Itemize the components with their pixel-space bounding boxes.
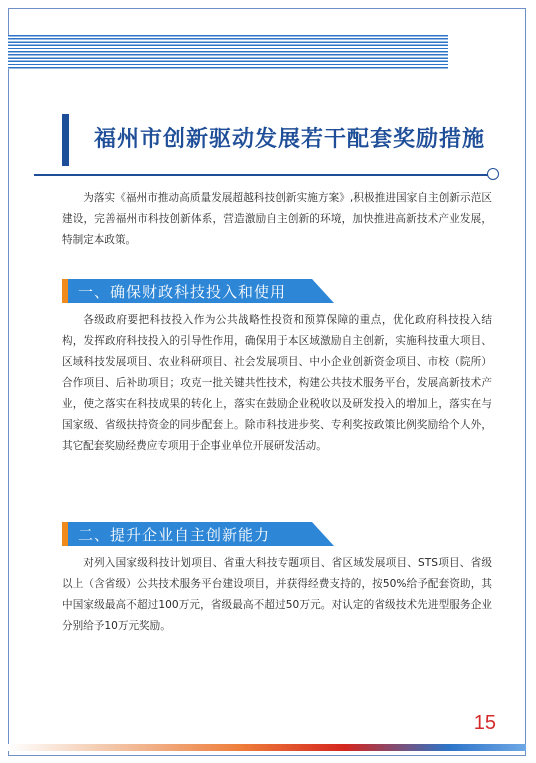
title-accent-bar — [62, 114, 69, 166]
section-heading-accent — [62, 522, 68, 546]
page-title: 福州市创新驱动发展若干配套奖励措施 — [94, 126, 486, 152]
header-stripes — [8, 35, 448, 69]
page-number: 15 — [473, 712, 496, 734]
section-heading-label: 二、提升企业自主创新能力 — [78, 526, 271, 544]
section-heading-1 — [62, 279, 334, 303]
section-heading-label: 一、确保财政科技投入和使用 — [78, 283, 287, 301]
section-heading-2 — [62, 522, 334, 546]
intro-paragraph: 为落实《福州市推动高质量发展超越科技创新实施方案》,积极推进国家自主创新示范区建设，完善福州市科技创新体系，营造激励自主创新的环境，加快推进高新技术产业发展，特制定本政策。 — [62, 192, 492, 246]
footer-gradient-bar — [8, 744, 526, 751]
title-underline-circle — [487, 168, 499, 180]
section-heading-accent — [62, 279, 68, 303]
section-1-paragraph: 各级政府要把科技投入作为公共战略性投资和预算保障的重点，优化政府科技投入结构，发挥政府科技投入的引导性作用，确保用于本区域激励自主创新，实施科技重大项目、区域科技发展项目、农业科研项目、社会发展项目、中小企业创新资金项目、市校（院所）合作项目、后补助项目；攻克一批关键共性技术，构建公共技术服务平台，发展高新技术产业，使之落实在科技成果的转化上，落实在鼓励企业税收以及研发投入的增加上，落实在与国家级、省级扶持资金的同步配套上。除市科技进步奖、专利奖按政策比例奖励给个人外，其它配套奖励经费应专项用于企事业单位开展研发活动。 — [62, 314, 492, 452]
title-underline — [34, 174, 488, 176]
section-2-paragraph: 对列入国家级科技计划项目、省重大科技专题项目、省区域发展项目、STS项目、省级以上（含省级）公共技术服务平台建设项目，并获得经费支持的，按50%给予配套资助，其中国家级最高不超过100万元，省级最高不超过50万元。对认定的省级技术先进型服务企业分别给予10万元奖励。 — [62, 557, 492, 632]
